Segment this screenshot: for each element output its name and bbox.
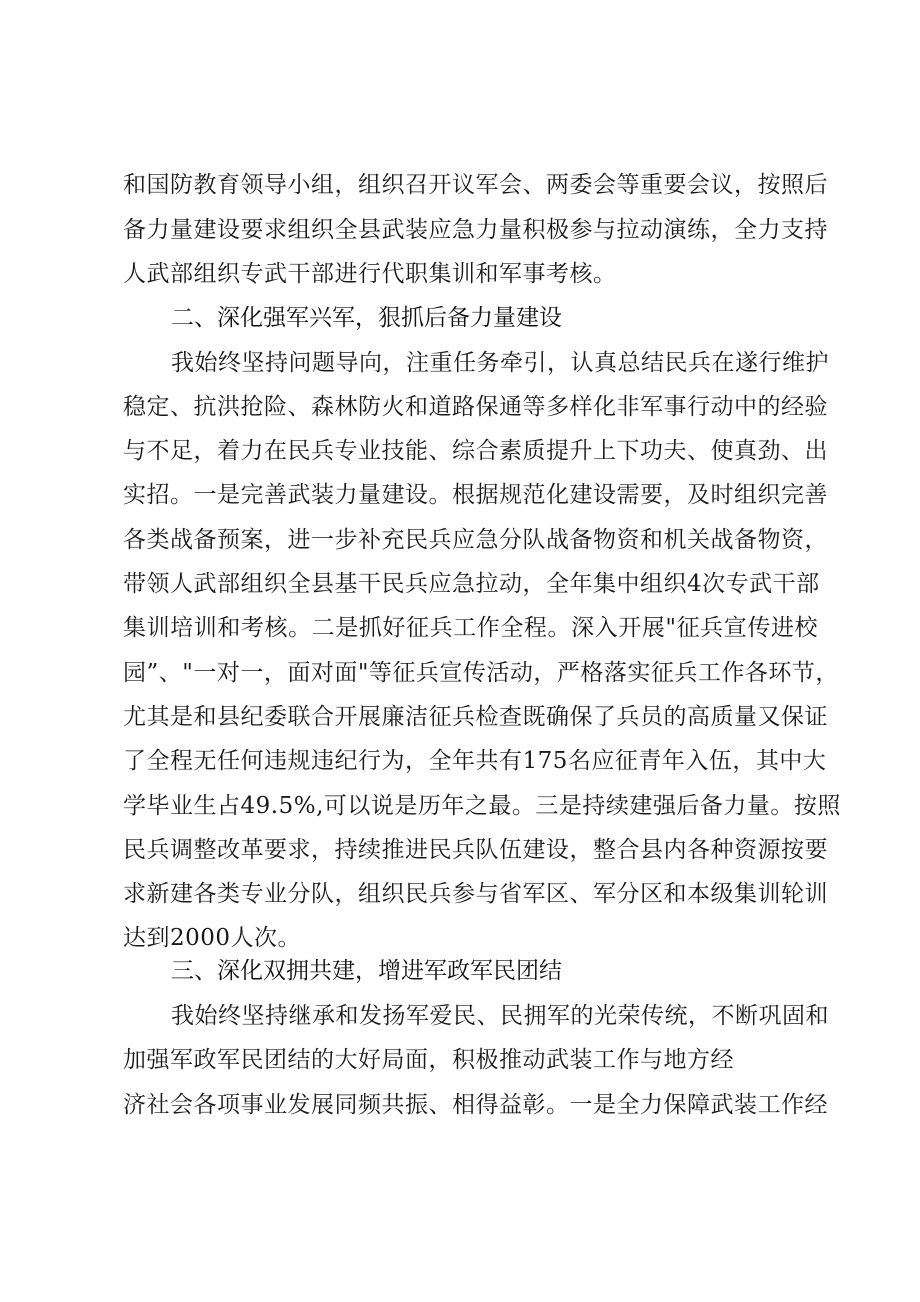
paragraph-line: 人武部组织专武干部进行代职集训和军事考核。	[123, 261, 617, 287]
paragraph-line: 实招。一是完善武装力量建设。根据规范化建设需要，及时组织完善	[123, 482, 828, 508]
paragraph-line: 园”、"一对一，面对面"等征兵宣传活动，严格落实征兵工作各环节，	[123, 660, 839, 686]
paragraph-line: 备力量建设要求组织全县武装应急力量积极参与拉动演练，全力支持	[123, 217, 828, 243]
paragraph-line: 各类战备预案，进一步补充民兵应急分队战备物资和机关战备物资，	[123, 527, 828, 553]
paragraph-line: 和国防教育领导小组，组织召开议军会、两委会等重要会议，按照后	[123, 172, 828, 198]
paragraph-line: 我始终坚持继承和发扬军爱民、民拥军的光荣传统，不断巩固和	[171, 1003, 829, 1029]
paragraph-line: 集训培训和考核。二是抓好征兵工作全程。深入开展"征兵宣传进校	[123, 615, 818, 641]
paragraph-line: 求新建各类专业分队，组织民兵参与省军区、军分区和本级集训轮训	[123, 881, 828, 907]
paragraph-line: 我始终坚持问题导向，注重任务牵引，认真总结民兵在遂行维护	[171, 350, 829, 376]
paragraph-line: 了全程无任何违规违纪行为，全年共有175名应征青年入伍，其中大	[123, 748, 827, 774]
paragraph-line: 民兵调整改革要求，持续推进民兵队伍建设，整合县内各种资源按要	[123, 837, 828, 863]
paragraph-line: 稳定、抗洪抢险、森林防火和道路保通等多样化非军事行动中的经验	[123, 394, 828, 420]
paragraph-line: 尤其是和县纪委联合开展廉洁征兵检查既确保了兵员的高质量又保证	[123, 704, 828, 730]
paragraph-line: 带领人武部组织全县基干民兵应急拉动，全年集中组织4次专武干部	[123, 571, 820, 597]
section-heading-3: 三、深化双拥共建，增进军政军民团结	[171, 958, 562, 984]
paragraph-line: 与不足，着力在民兵专业技能、综合素质提升上下功夫、使真劲、出	[123, 438, 828, 464]
paragraph-line: 达到2000人次。	[123, 925, 302, 951]
paragraph-line: 学毕业生占49.5%,可以说是历年之最。三是持续建强后备力量。按照	[123, 793, 841, 819]
section-heading-2: 二、深化强军兴军，狠抓后备力量建设	[171, 305, 562, 331]
paragraph-line: 济社会各项事业发展同频共振、相得益彰。一是全力保障武装工作经	[123, 1092, 828, 1118]
paragraph-line: 加强军政军民团结的大好局面，积极推动武装工作与地方经	[123, 1047, 734, 1073]
